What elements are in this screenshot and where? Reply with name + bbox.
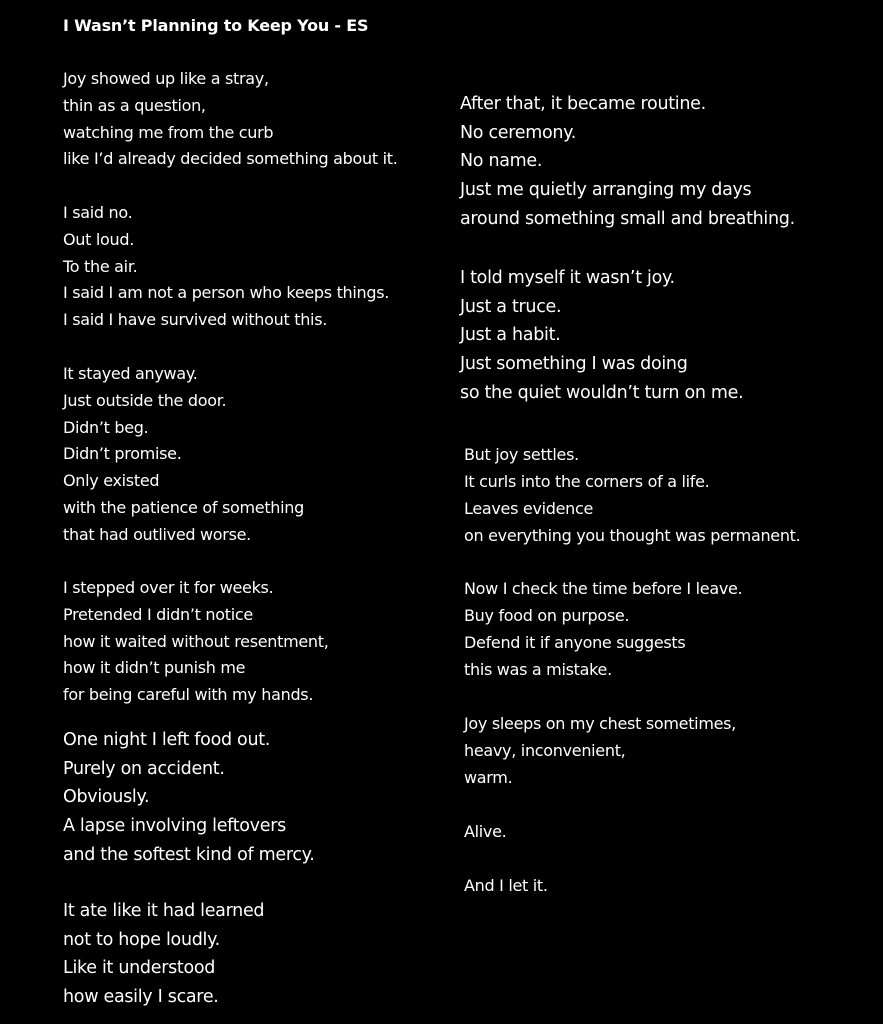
poem-line: warm. [464, 767, 513, 787]
stanza-11 [464, 711, 736, 792]
poem-line: I told myself it wasn’t joy. [460, 268, 675, 288]
poem-line: Purely on accident. [63, 758, 225, 779]
poem-line: Out loud. [63, 229, 135, 249]
poem-line: watching me from the curb [63, 122, 274, 142]
poem-line: Just a habit. [460, 325, 561, 346]
poem-line: After that, it became routine. [460, 94, 706, 114]
poem-line: Just me quietly arranging my days [460, 180, 752, 201]
poem-line: And I let it. [464, 876, 548, 895]
poem-line: thin as a question, [63, 95, 206, 115]
stanza-9 [464, 442, 800, 550]
poem-line: Defend it if anyone suggests [464, 632, 686, 652]
stanza-2 [63, 200, 389, 334]
poem-line: with the patience of something [63, 497, 304, 517]
poem-line: Didn’t promise. [63, 444, 182, 464]
poem-line: Like it understood [63, 958, 216, 979]
stanza-10 [464, 576, 742, 684]
poem-line: I said I am not a person who keeps things. [63, 283, 390, 303]
poem-line: A lapse involving leftovers [63, 816, 286, 837]
poem-line: how it didn’t punish me [63, 658, 246, 678]
poem-line: Obviously. [63, 787, 150, 808]
poem-line: To the air. [63, 256, 138, 276]
poem-line: so the quiet wouldn’t turn on me. [460, 382, 744, 403]
poem-line: around something small and breathing. [460, 208, 795, 229]
poem-line: I said no. [63, 203, 133, 222]
poem-line: No ceremony. [460, 122, 576, 143]
poem-line: It ate like it had learned [63, 901, 265, 921]
poem-line: Buy food on purpose. [464, 605, 630, 625]
poem-line: for being careful with my hands. [63, 685, 314, 705]
poem-line: this was a mistake. [464, 659, 612, 679]
stanza-5 [63, 726, 314, 870]
poem-line: Leaves evidence [464, 498, 594, 518]
poem-line: Pretended I didn’t notice [63, 604, 253, 624]
poem-line: Only existed [63, 471, 160, 491]
poem-line: Joy sleeps on my chest sometimes, [464, 714, 736, 733]
stanza-7 [460, 90, 795, 234]
stanza-4 [63, 575, 329, 709]
poem-title: I Wasn’t Planning to Keep You - ES [63, 16, 369, 35]
poem-line: But joy settles. [464, 445, 579, 464]
poem-line: how easily I scare. [63, 987, 219, 1008]
poem-line: I said I have survived without this. [63, 310, 328, 330]
stanza-13 [464, 873, 548, 900]
poem-line: One night I left food out. [63, 730, 271, 750]
poem-line: It stayed anyway. [63, 364, 198, 383]
poem-line: not to hope loudly. [63, 929, 220, 950]
poem-line: No name. [460, 151, 543, 172]
poem-line: like I’d already decided something about it. [63, 149, 398, 169]
poem-line: I stepped over it for weeks. [63, 578, 274, 597]
poem-line: and the softest kind of mercy. [63, 844, 315, 865]
poem-line: that had outlived worse. [63, 524, 251, 544]
poem-line: on everything you thought was permanent. [464, 525, 801, 545]
poem-line: It curls into the corners of a life. [464, 471, 710, 491]
poem-line: Just something I was doing [460, 354, 688, 375]
poem-line: Now I check the time before I leave. [464, 579, 743, 598]
stanza-6 [63, 897, 264, 1012]
poem-line: Alive. [464, 822, 507, 841]
stanza-8 [460, 264, 743, 408]
stanza-3 [63, 361, 304, 549]
stanza-1 [63, 66, 398, 173]
poem-line: Didn’t beg. [63, 417, 149, 437]
poem-line: Joy showed up like a stray, [63, 69, 269, 88]
poem-line: Just a truce. [460, 296, 562, 317]
poem-line: heavy, inconvenient, [464, 740, 626, 760]
poem-line: how it waited without resentment, [63, 631, 329, 651]
stanza-12 [464, 819, 506, 846]
poem-line: Just outside the door. [63, 390, 227, 410]
